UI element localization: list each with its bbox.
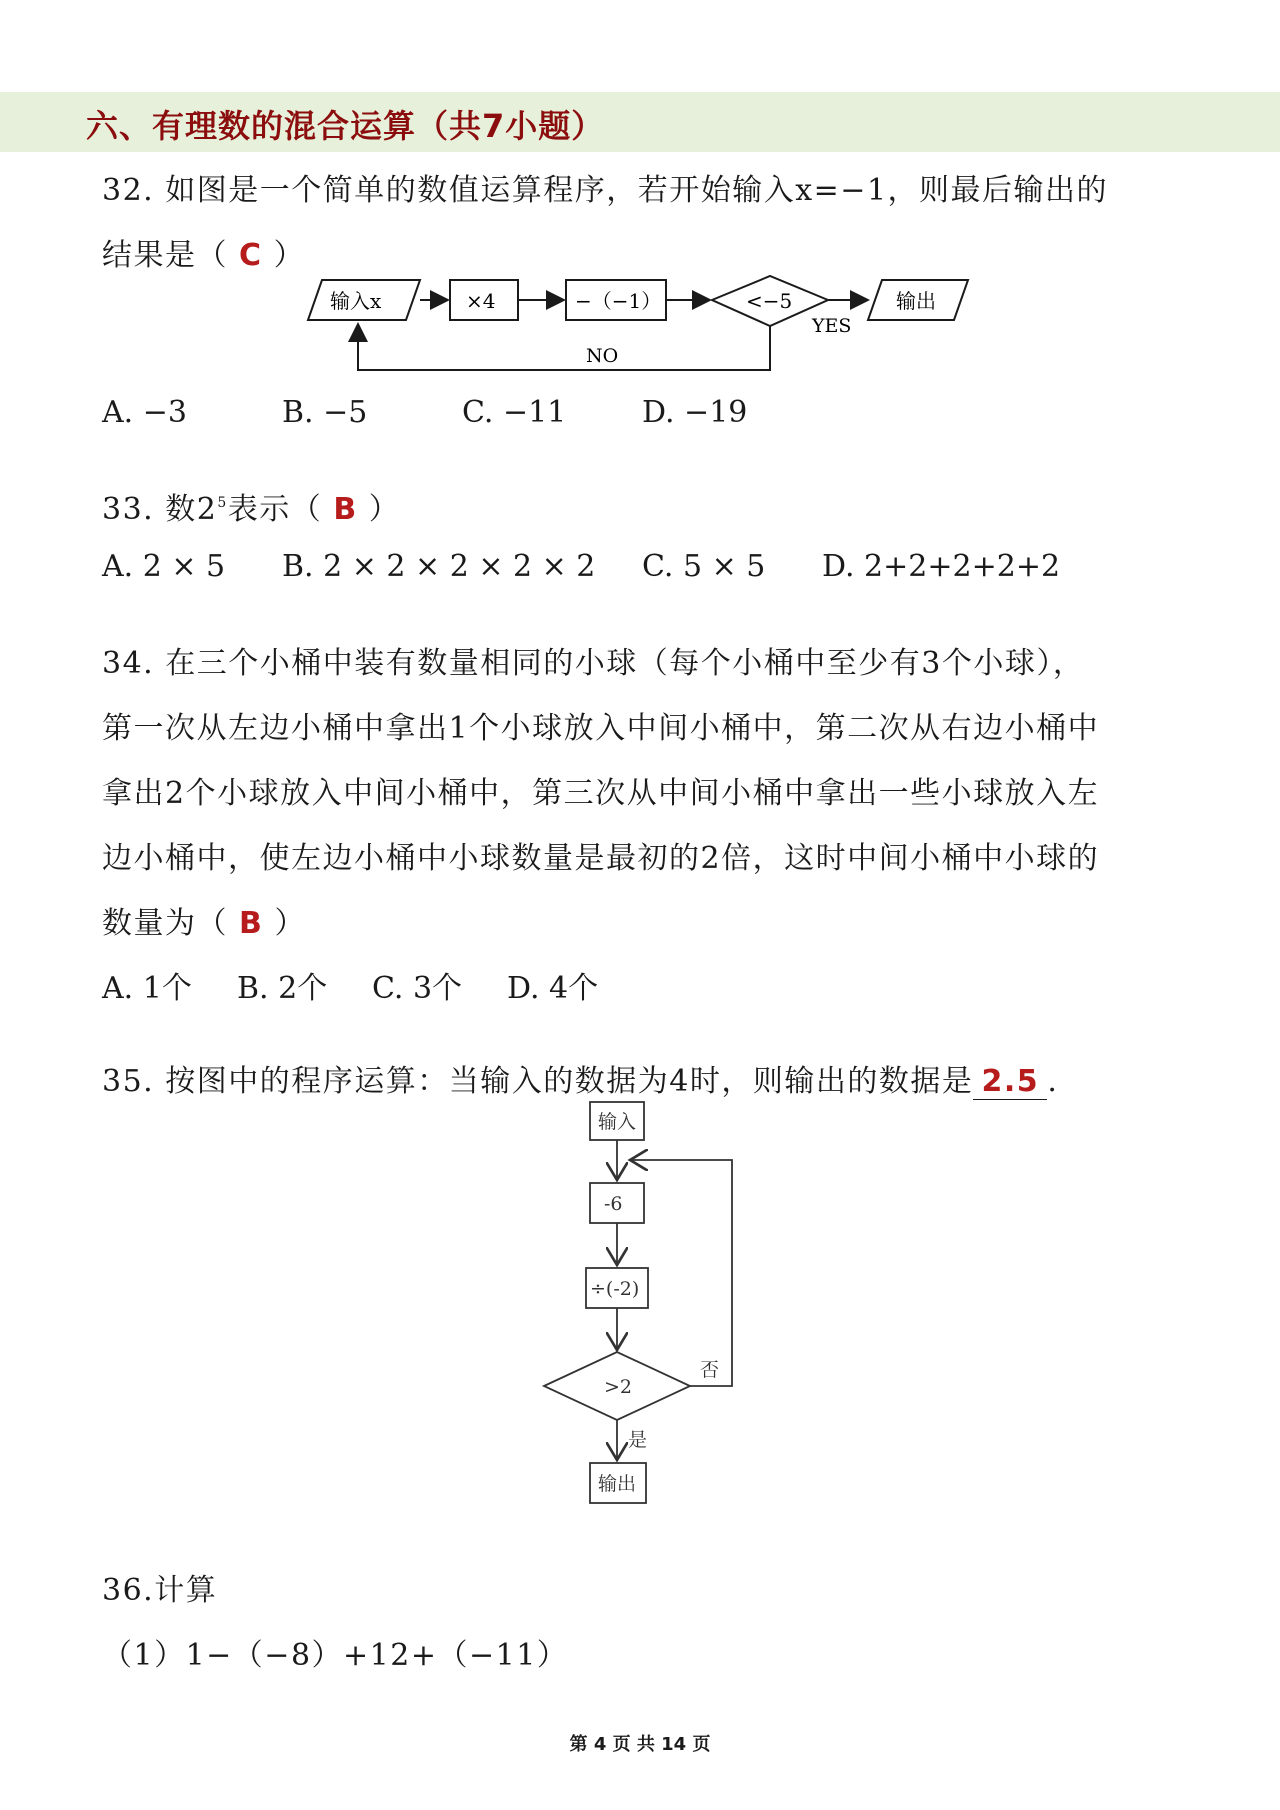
q33-exponent: 5 — [217, 495, 228, 511]
q32-op2-label: −（−1） — [575, 289, 662, 313]
q32-no-label: NO — [586, 345, 619, 367]
q35-answer: 2.5 — [973, 1064, 1047, 1100]
q32-answer: C — [239, 238, 263, 273]
q32-option-a: A. −3 — [102, 395, 187, 430]
q34-stem-line4: 边小桶中，使左边小桶中小球数量是最初的2倍，这时中间小桶中小球的 — [102, 841, 1100, 876]
q34-option-a: A. 1个 — [102, 971, 192, 1006]
q32-cond-label: <−5 — [746, 289, 793, 313]
q32-option-d: D. −19 — [642, 395, 748, 430]
q32-stem-line1: 32. 如图是一个简单的数值运算程序，若开始输入x=−1，则最后输出的 — [102, 173, 1109, 208]
q32-option-b: B. −5 — [282, 395, 368, 430]
q34-stem-line5 — [102, 898, 306, 942]
q35-yes-label: 是 — [628, 1429, 648, 1451]
q34-option-b: B. 2个 — [237, 971, 328, 1006]
q34-stem-line3: 拿出2个小球放入中间小桶中，第三次从中间小桶中拿出一些小球放入左 — [102, 776, 1100, 811]
q32-op1-label: ×4 — [466, 289, 496, 313]
q32-stem-suffix: ） — [262, 238, 306, 273]
page-number-footer: 第 4 页 共 14 页 — [569, 1734, 711, 1755]
q32-stem-prefix: 结果是（ — [102, 238, 240, 273]
q35-flowchart — [540, 1100, 760, 1520]
q33-answer: B — [333, 492, 358, 527]
q32-loop-line — [358, 324, 770, 370]
q35-input-label: 输入 — [598, 1111, 637, 1133]
q33-option-a: A. 2 × 5 — [102, 549, 226, 584]
q35-stem — [102, 1056, 1058, 1100]
q34-stem-suffix: ） — [263, 906, 306, 941]
q33-option-b: B. 2 × 2 × 2 × 2 × 2 — [282, 549, 596, 584]
q33-option-c: C. 5 × 5 — [642, 549, 766, 584]
q35-op1-label: -6 — [604, 1193, 623, 1215]
q32-output-label: 输出 — [896, 289, 936, 313]
q35-cond-label: >2 — [604, 1376, 633, 1398]
q32-input-label: 输入x — [330, 289, 382, 313]
q34-stem-line1: 34. 在三个小桶中装有数量相同的小球（每个小桶中至少有3个小球）， — [102, 646, 1085, 681]
q34-answer: B — [239, 906, 264, 941]
q33-option-d: D. 2+2+2+2+2 — [822, 549, 1061, 584]
q34-stem-prefix: 数量为（ — [102, 906, 240, 941]
q35-stem-end: . — [1047, 1064, 1059, 1099]
q33-stem-prefix: 33. 数2 — [102, 492, 218, 527]
q34-option-c: C. 3个 — [372, 971, 463, 1006]
q34-stem-line2: 第一次从左边小桶中拿出1个小球放入中间小桶中，第二次从右边小桶中 — [102, 711, 1100, 746]
q32-yes-label: YES — [812, 315, 852, 337]
q32-stem-line2 — [102, 230, 305, 274]
q35-op2-label: ÷(-2) — [590, 1278, 640, 1300]
q36-part1: （1）1−（−8）+12+（−11） — [102, 1638, 569, 1673]
section-title: 六、有理数的混合运算（共7小题） — [86, 107, 605, 145]
q33-stem-mid: 表示（ — [227, 492, 334, 527]
q34-option-d: D. 4个 — [507, 971, 599, 1006]
q32-flowchart — [300, 270, 980, 380]
q35-loop-line — [630, 1160, 732, 1386]
q32-option-c: C. −11 — [462, 395, 567, 430]
q36-title: 36.计算 — [102, 1573, 218, 1608]
q33-stem — [102, 484, 400, 528]
q33-stem-suffix: ） — [357, 492, 401, 527]
q35-stem-text: 35. 按图中的程序运算：当输入的数据为4时，则输出的数据是 — [102, 1064, 974, 1099]
q35-output-label: 输出 — [598, 1473, 637, 1495]
q35-no-label: 否 — [700, 1359, 720, 1381]
